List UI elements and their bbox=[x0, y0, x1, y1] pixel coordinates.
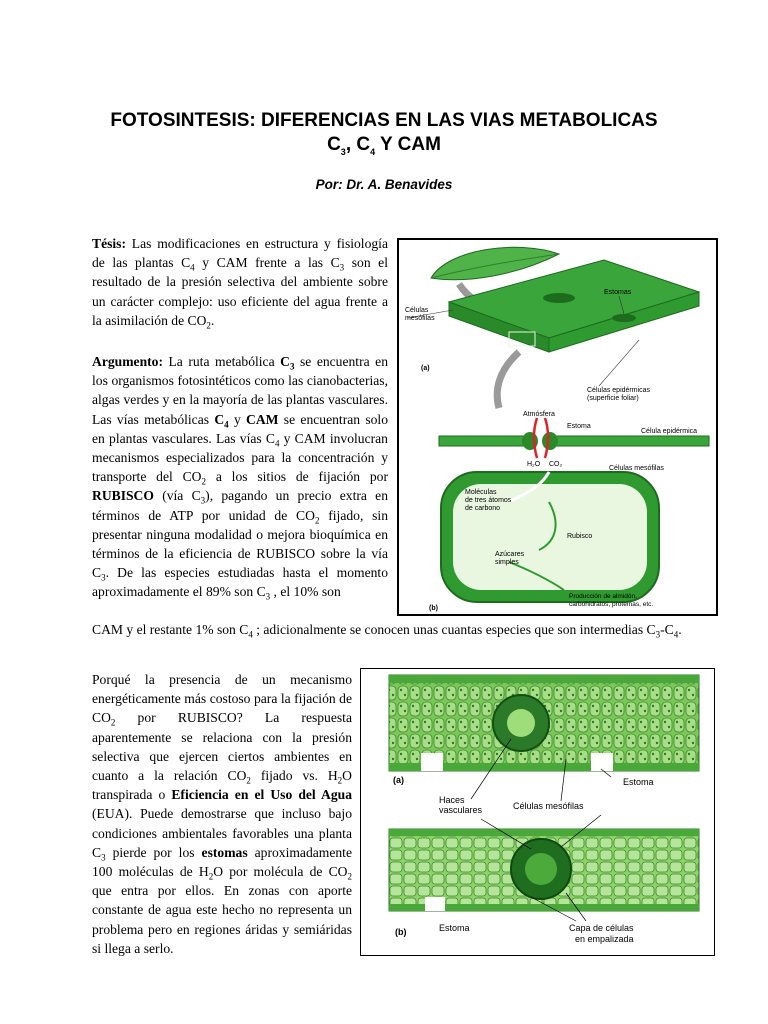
label-produccion-2: carbohidratos, proteínas, etc. bbox=[569, 601, 654, 608]
author-byline: Por: Dr. A. Benavides bbox=[315, 177, 453, 192]
label-haces-2: vasculares bbox=[439, 805, 483, 815]
label-a: (a) bbox=[421, 365, 430, 372]
label-estomas: Estomas bbox=[604, 289, 632, 296]
label-celulas-mesofilas: Células mesófilas bbox=[513, 801, 584, 811]
label-b: (b) bbox=[395, 927, 407, 937]
label-estoma-a: Estoma bbox=[623, 777, 654, 787]
label-celulas-mesofilas: Células mesófilas bbox=[609, 465, 664, 472]
label-azucares-1: Azúcares bbox=[495, 551, 525, 558]
page-subtitle: $C_3$, $C_4$ Y CAM bbox=[327, 134, 441, 157]
paragraph-argumento: Argumento: La ruta metabólica $C_3$ se encuentra en los organismos fotosintéticos como las cianobacterias, algas verdes y en la mayoría de las plantas vasculares. Las vías metabólicas $C_4$ y CAM se encuentran solo en plantas vasculares. Las vías $C_4$ y CAM involucran mecanismos especializados para la concentración y transporte del $CO_2$ a los sitios de fijación por RUBISCO (vía $C_3$), pagando un precio extra en términos de ATP por unidad de $CO_2$ fijado, sin presentar ninguna modalidad o mejora bioquímica en términos de la eficiencia de RUBISCO sobre la vía $C_3$. De las especies estudiadas hasta el momento aproximadamente el 89% son $C_3$ , el 10% son bbox=[92, 354, 388, 603]
label-capa-2: en empalizada bbox=[575, 934, 634, 944]
page-title: FOTOSINTESIS: DIFERENCIAS EN LAS VIAS METABOLICAS bbox=[110, 110, 658, 131]
label-estoma-b: Estoma bbox=[439, 923, 470, 933]
label-a: (a) bbox=[393, 775, 404, 785]
figure-leaf-cross-sections bbox=[360, 668, 715, 956]
label-estoma: Estoma bbox=[567, 423, 591, 430]
label-moleculas-3: de carbono bbox=[465, 505, 501, 512]
label-b: (b) bbox=[429, 605, 438, 612]
label-celulas-mesofilas-a: Células bbox=[405, 307, 429, 314]
label-epidermicas-1: Células epidérmicas bbox=[587, 387, 651, 394]
label-capa-1: Capa de células bbox=[569, 923, 634, 933]
label-celula-epidermica: Célula epidérmica bbox=[641, 428, 698, 435]
paragraph-tesis: Tésis: Las modificaciones en estructura y fisiología de las plantas $C_4$ y CAM frente a las $C_3$ son el resultado de la presión selectiva del ambiente sobre un carácter complejo: uso eficiente del agua frente a la asimilación de $CO_2$. bbox=[92, 236, 388, 331]
label-azucares-2: simples bbox=[495, 559, 519, 566]
figure-leaf-photosynthesis bbox=[397, 238, 718, 616]
label-produccion-1: Producción de almidón, bbox=[569, 593, 637, 600]
label-moleculas-2: de tres átomos bbox=[465, 497, 512, 504]
paragraph-porque: Porqué la presencia de un mecanismo energéticamente más costoso para la fijación de $CO_2$ por RUBISCO? La respuesta aparentemente se relaciona con la presión selectiva que ejercen ciertos ambientes en cuanto a la relación $CO_2$ fijado vs. $H_2O$ transpirada o Eficiencia en el Uso del Agua (EUA). Puede demostrarse que incluso bajo condiciones ambientales favorables una planta $C_3$ pierde por los estomas aproximadamente 100 moléculas de $H_2O$ por molécula de $CO_2$ que entra por ellos. En zonas con aporte constante de agua este hecho no representa un problema pero en regiones áridas y semiáridas si llega a serlo. bbox=[92, 672, 352, 956]
label-co2: CO₂ bbox=[549, 461, 563, 468]
label-haces-1: Haces bbox=[439, 795, 465, 805]
stoma-shape bbox=[543, 293, 575, 303]
label-moleculas-1: Moléculas bbox=[465, 489, 497, 496]
leaf-illustration bbox=[431, 247, 559, 279]
paragraph-argumento-continued: CAM y el restante 1% son $C_4$ ; adicionalmente se conocen unas cuantas especies que son intermedias $C_3-C_4$. bbox=[92, 622, 682, 640]
label-epidermicas-2: (superficie foliar) bbox=[587, 395, 639, 402]
label-h2o: H₂O bbox=[527, 461, 541, 468]
label-celulas-mesofilas-b: mesófilas bbox=[405, 315, 435, 322]
label-atmosfera: Atmósfera bbox=[523, 411, 555, 418]
label-rubisco: Rubisco bbox=[567, 533, 593, 540]
